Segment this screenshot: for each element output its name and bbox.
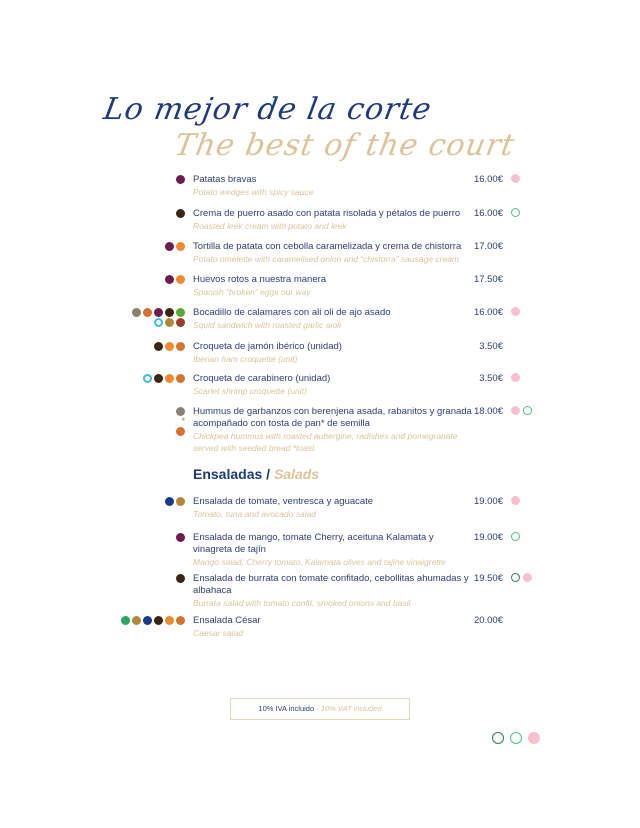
allergen-orange-icon <box>165 616 174 625</box>
allergen-purple-icon <box>165 275 174 284</box>
item-description-en: Chickpea hummus with roasted aubergine, radishes and pomegranate served with seeded bread *toast <box>193 431 458 453</box>
allergen-orange-icon <box>165 342 174 351</box>
diet-icons <box>511 208 520 217</box>
title-english: The best of the court <box>171 128 518 163</box>
allergen-orange-icon <box>176 275 185 284</box>
allergen-ring-icon <box>154 318 163 327</box>
diet-icons <box>511 174 520 183</box>
vegan-icon <box>523 406 532 415</box>
item-price: 16.00€ <box>473 307 503 318</box>
gluten-free-icon <box>511 307 520 316</box>
item-name <box>193 573 473 609</box>
item-description-en: Potato omelette with caramelised onion and “chistorra” sausage cream <box>193 254 459 264</box>
allergen-green2-icon <box>121 616 130 625</box>
allergen-gray-icon <box>132 308 141 317</box>
section-sep: / <box>262 466 274 482</box>
gluten-free-icon <box>511 496 520 505</box>
item-name <box>193 241 473 265</box>
section-en: Salads <box>273 466 320 482</box>
title-spanish: Lo mejor de la corte <box>100 92 435 127</box>
diet-icons <box>511 573 532 582</box>
item-description-en: Tomato, tuna and avocado salad <box>193 509 317 519</box>
item-name-es: Patatas bravas <box>193 174 257 185</box>
item-description-en: Iberian ham croquette (unit) <box>193 354 298 364</box>
allergen-brown-icon <box>154 342 163 351</box>
item-name <box>193 615 473 639</box>
allergen-red-icon <box>176 318 185 327</box>
allergen-icons <box>105 616 185 625</box>
item-name-es: Croqueta de carabinero (unidad) <box>193 373 331 384</box>
allergen-navy-icon <box>143 616 152 625</box>
item-description-en: Roasted leek cream with potato and leek <box>193 221 347 231</box>
diet-icons <box>511 307 520 316</box>
allergen-icons <box>105 242 185 251</box>
item-price: 3.50€ <box>479 341 503 352</box>
item-description-en: Scarlet shrimp croquette (unit) <box>193 386 307 396</box>
gluten-free-icon <box>511 373 520 382</box>
item-name-es: Huevos rotos a nuestra manera <box>193 274 327 285</box>
allergen-icons <box>105 574 185 583</box>
allergen-icons <box>105 209 185 218</box>
allergen-orange-icon <box>165 374 174 383</box>
allergen-icons <box>173 407 185 436</box>
allergen-gold-icon <box>132 616 141 625</box>
gluten-free-icon <box>511 174 520 183</box>
gluten-free-icon <box>523 573 532 582</box>
allergen-purple-icon <box>154 308 163 317</box>
item-name <box>193 174 473 198</box>
allergen-icons <box>105 497 185 506</box>
item-price: 20.00€ <box>473 615 503 626</box>
vat-sep: - <box>314 704 321 713</box>
gluten-free-icon <box>511 406 520 415</box>
item-name-es: Crema de puerro asado con patata risolada y pétalos de puerro <box>193 208 461 219</box>
vat-es: 10% IVA incluido <box>258 704 315 713</box>
item-price: 19.00€ <box>473 532 503 543</box>
item-name <box>193 274 473 298</box>
allergen-icons <box>105 175 185 184</box>
vat-note <box>230 698 410 720</box>
allergen-icons <box>130 308 185 327</box>
item-price: 19.00€ <box>473 496 503 507</box>
item-name-es: Croqueta de jamón ibérico (unidad) <box>193 341 342 352</box>
item-description-en: Mango salad, Cherry tomato, Kalamata olives and tajine vinaigrette <box>193 557 446 567</box>
item-name-es: Ensalada de tomate, ventresca y aguacate <box>193 496 374 507</box>
item-name <box>193 406 473 454</box>
item-name-es: Ensalada de burrata con tomate confitado, cebollitas ahumadas y albahaca <box>193 573 469 596</box>
item-name <box>193 307 473 331</box>
diet-legend <box>492 732 540 744</box>
item-price: 17.00€ <box>473 241 503 252</box>
item-name <box>193 208 473 232</box>
vat-en: 10% VAT included <box>320 704 382 713</box>
allergen-brown-icon <box>165 308 174 317</box>
item-name-es: Hummus de garbanzos con berenjena asada, rabanitos y granada acompañado con tosta de pan* de semilla <box>193 406 472 429</box>
allergen-ring-icon <box>143 374 152 383</box>
allergen-navy-icon <box>165 497 174 506</box>
item-description-en: Squid sandwich with roasted garlic aioli <box>193 320 341 330</box>
allergen-gray-icon <box>176 407 185 416</box>
section-es: Ensaladas <box>193 466 263 482</box>
item-price: 16.00€ <box>473 208 503 219</box>
allergen-orange-icon <box>176 242 185 251</box>
item-description-en: Burrata salad with tomato confit, smoked onions and basil <box>193 598 411 608</box>
allergen-gold-icon <box>176 497 185 506</box>
allergen-purple-icon <box>176 533 185 542</box>
vegetarian-icon <box>511 573 520 582</box>
item-price: 3.50€ <box>479 373 503 384</box>
diet-icons <box>511 373 520 382</box>
allergen-icons <box>105 275 185 284</box>
item-name <box>193 532 473 568</box>
item-name <box>193 373 473 397</box>
item-price: 18.00€ <box>473 406 503 417</box>
item-price: 17.50€ <box>473 274 503 285</box>
item-name-es: Ensalada César <box>193 615 261 626</box>
section-heading-salads <box>193 466 319 482</box>
allergen-brown-icon <box>154 374 163 383</box>
diet-icons <box>511 532 520 541</box>
allergen-icons <box>105 342 185 351</box>
allergen-green-icon <box>176 308 185 317</box>
item-description-en: Spanish “broken” eggs our way <box>193 287 311 297</box>
vegan-icon <box>511 208 520 217</box>
vegan-icon <box>510 732 522 744</box>
item-name-es: Bocadillo de calamares con ali oli de ajo asado <box>193 307 391 318</box>
allergen-brown-icon <box>176 209 185 218</box>
allergen-orangebrown-icon <box>143 308 152 317</box>
item-price: 16.00€ <box>473 174 503 185</box>
diet-icons <box>511 406 532 415</box>
allergen-gold-icon <box>165 318 174 327</box>
allergen-brown-icon <box>154 616 163 625</box>
vegetarian-icon <box>492 732 504 744</box>
item-name-es: Ensalada de mango, tomate Cherry, aceituna Kalamata y vinagreta de tajín <box>193 532 434 555</box>
item-price: 19.50€ <box>473 573 503 584</box>
item-name-es: Tortilla de patata con cebolla caramelizada y crema de chistorra <box>193 241 462 252</box>
allergen-purple-icon <box>165 242 174 251</box>
vegan-icon <box>511 532 520 541</box>
allergen-icons <box>105 533 185 542</box>
item-description-en: Potato wedges with spicy sauce <box>193 187 314 197</box>
allergen-purple-icon <box>176 175 185 184</box>
item-description-en: Caesar salad <box>193 628 244 638</box>
item-name <box>193 341 473 365</box>
asterisk-mark: * <box>181 416 185 426</box>
allergen-brown-icon <box>176 574 185 583</box>
item-name <box>193 496 473 520</box>
diet-icons <box>511 496 520 505</box>
allergen-orangebrown-icon <box>176 616 185 625</box>
allergen-orangebrown-icon <box>176 374 185 383</box>
gluten-free-icon <box>528 732 540 744</box>
allergen-icons <box>105 374 185 383</box>
allergen-orangebrown-icon <box>176 427 185 436</box>
allergen-orangebrown-icon <box>176 342 185 351</box>
